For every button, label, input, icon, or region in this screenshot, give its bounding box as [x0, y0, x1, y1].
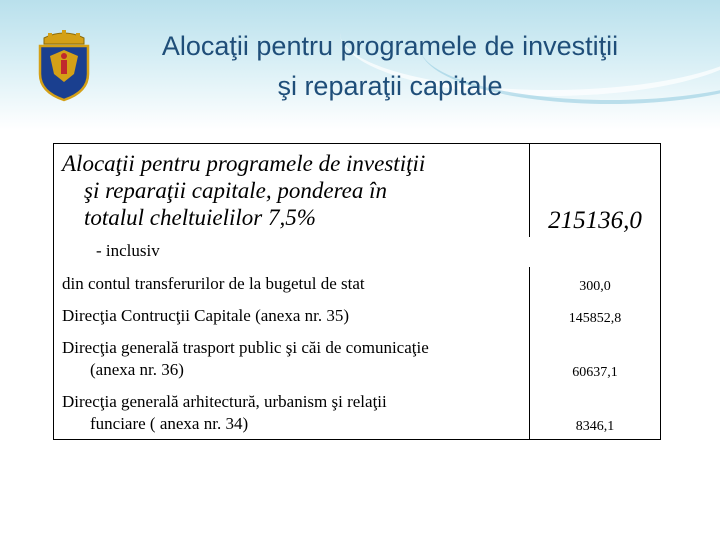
row-label-cell — [54, 331, 530, 385]
coat-of-arms-icon — [36, 30, 92, 102]
table-row — [54, 299, 661, 331]
row-label-line: din contul transferurilor de la bugetul de stat — [62, 274, 365, 293]
row-label-cell — [54, 385, 530, 440]
title-line: Alocaţii pentru programele de investiţii — [161, 31, 619, 61]
allocations-table — [53, 143, 661, 440]
table-row-main — [54, 144, 661, 238]
row-value-cell: 8346,1 — [530, 385, 661, 440]
row-value-cell: 60637,1 — [530, 331, 661, 385]
table-row — [54, 385, 661, 440]
row-label-line: Direcţia generală trasport public şi căi de comunicaţie — [62, 338, 429, 357]
row-label-line: funciare ( anexa nr. 34) — [90, 414, 249, 433]
main-value-cell: 215136,0 — [530, 144, 661, 238]
table-row-inclusiv — [54, 237, 661, 267]
row-label-line: Direcţia generală arhitectură, urbanism şi relaţii — [62, 392, 387, 411]
table-row — [54, 267, 661, 299]
main-label-cell — [54, 144, 530, 238]
table-row — [54, 331, 661, 385]
row-value-cell: 145852,8 — [530, 299, 661, 331]
main-label-line: totalul cheltuielilor 7,5% — [84, 205, 316, 230]
empty-cell — [530, 237, 661, 267]
inclusiv-label: - inclusiv — [54, 237, 530, 267]
row-label-line: Direcţia Contrucţii Capitale (anexa nr. 35) — [62, 306, 350, 325]
row-label-cell — [54, 299, 530, 331]
slide-title — [100, 26, 680, 106]
title-line: şi reparaţii capitale — [277, 71, 503, 101]
main-label-line: Alocaţii pentru programele de investiţii — [62, 151, 426, 176]
main-label-line: şi reparaţii capitale, ponderea în — [84, 178, 388, 203]
row-value-cell: 300,0 — [530, 267, 661, 299]
row-label-cell — [54, 267, 530, 299]
row-label-line: (anexa nr. 36) — [90, 360, 184, 379]
